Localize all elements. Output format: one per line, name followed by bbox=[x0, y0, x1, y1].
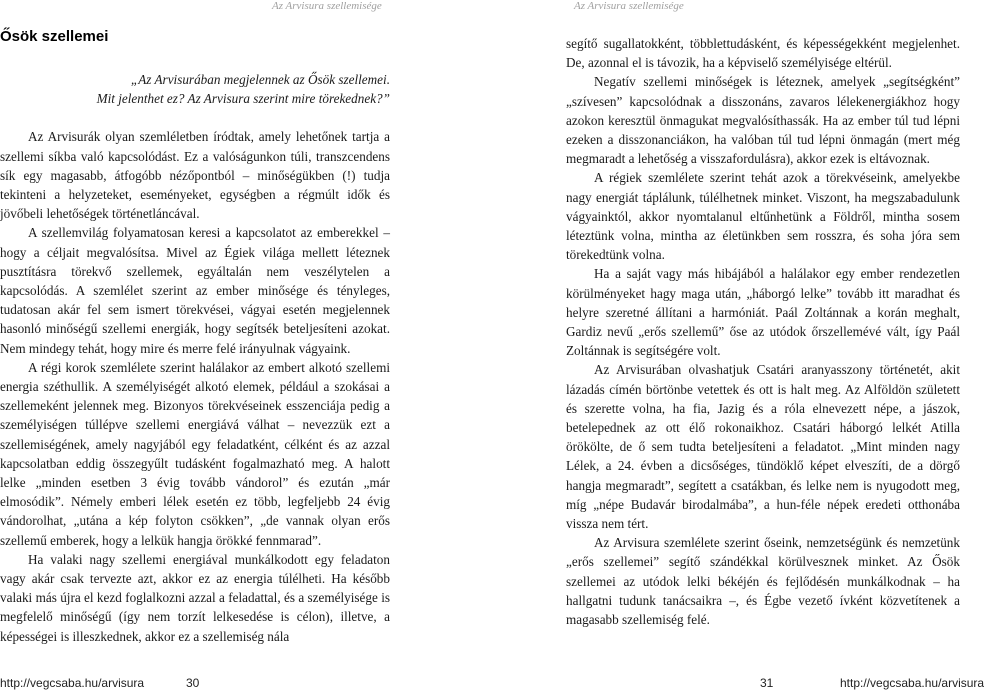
right-paragraph-5: Az Arvisurában olvashatjuk Csatári aranyasszony történetét, akit lázadás címén börtönbe vetettek és ott is halt meg. Az Alföldön született és szerette volna, ha fia, Jazig és a róla elnevezett népe, a jászok, betelepednek az ott élő rokonaikhoz. Csatári háborgó lelkét Atilla örökölte, de ő sem tudta beteljesíteni a feladatot. „Mint minden nagy Lélek, a 24. évben a dicsőséges, tündöklő képet elveszíti, de a dörgő hangja megmaradt”, segített a csatákban, és lelke nem is nyugodott meg, míg „népe Budavár birodalmába”, a hun-féle népek eredeti otthonába vissza nem tért. bbox=[566, 362, 960, 532]
quote-line-1: „Az Arvisurában megjelennek az Ősök szellemei. bbox=[130, 72, 390, 87]
section-title: Ősök szellemei bbox=[0, 28, 109, 45]
epigraph-quote bbox=[0, 70, 390, 108]
left-paragraph-2: A szellemvilág folyamatosan keresi a kapcsolatot az emberekkel – hogy a céljait megvalósítsa. Mivel az Égiek világa mellett léteznek pusztításra törekvő szellemek, egyáltalán nem veszélytelen a kapcsolódás. A szemlélet szerint az ember minősége és tényleges, tudatosan akár fel sem ismert törekvései, vágyai esetén megjelennek hasonló minőségű szellemi energiák, hogy segítsék beteljesíteni azokat. Nem mindegy tehát, hogy mire és merre felé irányulnak vágyaink. bbox=[0, 225, 390, 356]
page-number-right: 31 bbox=[760, 676, 774, 690]
left-paragraph-1: Az Arvisurák olyan szemléletben íródtak, amely lehetőnek tartja a szellemi síkba való kapcsolódást. Ez a valóságunkon túli, transzcendens sík egy magasabb, átfogóbb nézőpontból – minőségükben (!) tudja tekinteni a helyzeteket, eseményeket, egységben a régmúlt idők és jövőbeli lehetőségek történetláncával. bbox=[0, 129, 390, 222]
left-paragraph-3: A régi korok szemlélete szerint halálakor az embert alkotó szellemi energia széthullik. A személyiségét alkotó elemek, például a szokásai a szellemeként jelennek meg. Bizonyos törekvéseinek esszenciája pedig a személyiségen túllépve szellemi energiává válhat – nevezzük ezt a szellemiségének, amely nagyjából egy feladatként, célként és az azzal kapcsolatban eddig összegyűlt tudásként fogalmazható meg. A halott lelke „minden esetben 3 évig tovább vándorol” és ezután „már elmosódik”. Némely emberi lélek esetén ez több, legfeljebb 24 évig vándorolhat, „utána a kép folyton csökken”, „de vannak olyan erős szellemű emberek, hogy a lelkük hangja örökké fennmarad”. bbox=[0, 359, 390, 548]
right-page-text bbox=[566, 34, 960, 629]
footer-url-left[interactable]: http://vegcsaba.hu/arvisura bbox=[0, 676, 145, 690]
running-head-right: Az Arvisura szellemisége bbox=[574, 0, 684, 12]
running-head-left: Az Arvisura szellemisége bbox=[272, 0, 382, 12]
right-paragraph-2: Negatív szellemi minőségek is léteznek, amelyek „segítségként” „szívesen” kapcsolódnak a disszonáns, zavaros lélekenergiákhoz hogy azokon keresztül önmagukat megvalósíthassák. Ha az ember túl tud lépni ezeken a disszonanciákon, ha valóban túl tud lépni önmagán (mert még megmaradt a lehetőség a visszafordulásra), akkor ezek is eltávoznak. bbox=[566, 74, 960, 167]
quote-line-2: Mit jelenthet ez? Az Arvisura szerint mire törekednek?” bbox=[96, 91, 390, 107]
right-paragraph-3: A régiek szemlélete szerint tehát azok a törekvéseink, amelyekbe nagy energiát táplálunk, túlélhetnek minket. Viszont, ha megszabadulunk vágyainktól, akkor nyomtalanul eltűnhetünk a Földről, mintha sosem léteztünk volna, mintha az életünkben sem rosszra, és soha jóra sem törekedtünk volna. bbox=[566, 170, 960, 263]
left-page-text bbox=[0, 70, 390, 646]
page-number-left: 30 bbox=[186, 676, 200, 690]
right-paragraph-6: Az Arvisura szemlélete szerint őseink, nemzetségünk és nemzetünk „erős szellemei” segítő szándékkal körülvesznek minket. Az Ősök szellemei az utódok lelki békéjén és fejlődésén munkálkodnak – ha hallgatni tudunk tanácsaikra –, és Égbe vezető ívként közvetítenek a magasabb szellemiség felé. bbox=[566, 535, 960, 628]
footer-url-right[interactable]: http://vegcsaba.hu/arvisura bbox=[840, 676, 984, 690]
right-paragraph-4: Ha a saját vagy más hibájából a halálakor egy ember rendezetlen körülményeket hagy maga után, „háborgó lelke” tovább itt maradhat és helyre szeretné állítani a harmóniát. Paál Zoltánnak a korán meghalt, Gardiz nevű „erős szellemű” őse az utódok őrszellemévé vált, így Paál Zoltánnak is segítségére volt. bbox=[566, 266, 960, 359]
right-paragraph-1: segítő sugallatokként, többlettudásként, és képességekként megjelenhet. De, azonnal el is távozik, ha a képviselő személyisége eltérül. bbox=[566, 36, 960, 71]
left-paragraph-4: Ha valaki nagy szellemi energiával munkálkodott egy feladaton vagy akár csak tervezte azt, akkor ez az energia túlélheti. Ha később valaki más újra el kezd foglalkozni azzal a feladattal, és a személyisége is megfelelő minőségű (így nem torzít lelkesedése is célon), illetve, a képességei is illeszkednek, akkor ez a szellemiség nála bbox=[0, 551, 390, 644]
